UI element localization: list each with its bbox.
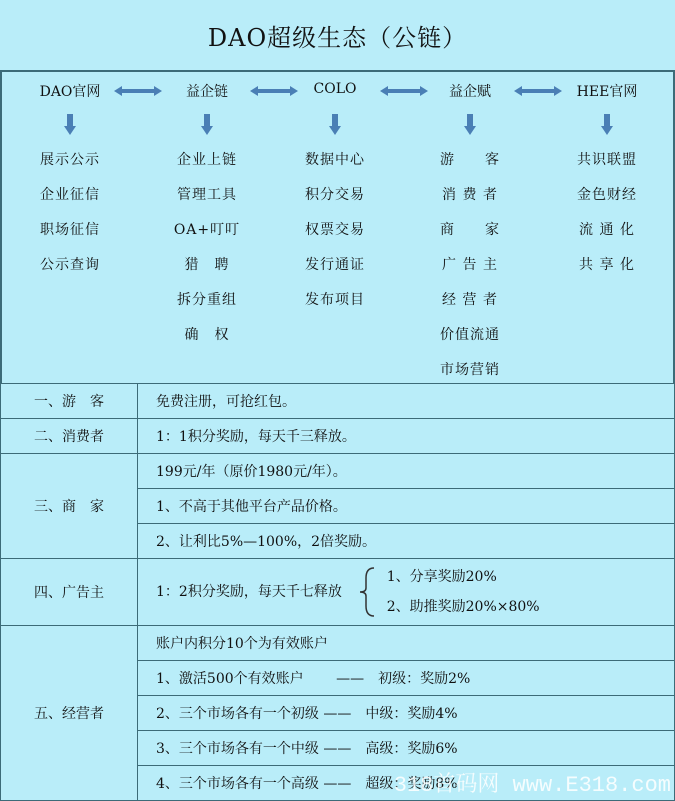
role-table	[0, 383, 675, 801]
column-header: HEE官网	[576, 84, 638, 100]
row-text: 2、三个市场各有一个初级 —— 中级：奖励4%	[138, 696, 675, 731]
advertiser-cell	[138, 559, 675, 626]
column-item: 广 告 主	[442, 257, 498, 273]
table-row	[1, 626, 675, 661]
column-4	[542, 72, 672, 385]
column-item: 职场征信	[40, 222, 100, 238]
column-item: 管理工具	[177, 187, 237, 203]
column-item: 公示查询	[40, 257, 100, 273]
row-text: 2、让利比5%—100%，2倍奖励。	[138, 524, 675, 559]
column-item: 价值流通	[440, 327, 500, 343]
arrow-down-icon	[329, 114, 341, 136]
column-item: OA+叮叮	[173, 222, 241, 238]
table-row	[1, 384, 675, 419]
column-header: 益企赋	[449, 84, 491, 100]
brace-icon	[354, 564, 382, 620]
column-item: 市场营销	[440, 362, 500, 378]
row-text: 4、三个市场各有一个高级 —— 超级：奖励8%	[138, 766, 675, 801]
row-text: 1：2积分奖励，每天千七释放	[156, 584, 342, 600]
column-item: 金色财经	[577, 187, 637, 203]
advertiser-sub: 1、分享奖励20%	[386, 569, 497, 585]
row-label: 四、广告主	[1, 559, 138, 626]
column-header: 益企链	[186, 84, 228, 100]
advertiser-subs	[387, 562, 540, 622]
table-row	[1, 419, 675, 454]
row-label: 三、商 家	[1, 454, 138, 559]
column-item: 数据中心	[305, 152, 365, 168]
row-text: 1：1积分奖励，每天千三释放。	[138, 419, 675, 454]
column-header: COLO	[313, 81, 357, 97]
arrow-down-icon	[64, 114, 76, 136]
column-item: 共 享 化	[579, 257, 635, 273]
column-item: 消 费 者	[442, 187, 498, 203]
arrow-down-icon	[464, 114, 476, 136]
double-arrow-icon	[380, 86, 428, 96]
double-arrow-icon	[250, 86, 298, 96]
column-item: 经 营 者	[442, 292, 498, 308]
table-row	[1, 559, 675, 626]
arrow-down-icon	[601, 114, 613, 136]
column-3	[405, 72, 535, 385]
row-label: 一、游 客	[1, 384, 138, 419]
watermark: 318首码网 www.E318.com	[393, 773, 671, 798]
column-item: 拆分重组	[177, 292, 237, 308]
column-item: 企业上链	[177, 152, 237, 168]
column-item: 流 通 化	[579, 222, 635, 238]
column-item: 企业征信	[40, 187, 100, 203]
arrow-down-icon	[201, 114, 213, 136]
column-2	[270, 72, 400, 385]
double-arrow-icon	[114, 86, 162, 96]
row-text: 1、不高于其他平台产品价格。	[138, 489, 675, 524]
column-1	[142, 72, 272, 385]
column-item: 商 家	[440, 222, 500, 238]
row-text: 199元/年（原价1980元/年）。	[138, 454, 675, 489]
row-text: 1、激活500个有效账户 —— 初级：奖励2%	[138, 661, 675, 696]
row-text: 3、三个市场各有一个中级 —— 高级：奖励6%	[138, 731, 675, 766]
column-header: DAO官网	[39, 84, 101, 100]
advertiser-sub: 2、助推奖励20%×80%	[386, 599, 540, 615]
ecosystem-diagram	[0, 70, 675, 383]
row-label: 五、经营者	[1, 626, 138, 801]
column-item: 权票交易	[305, 222, 365, 238]
column-0	[5, 72, 135, 385]
double-arrow-icon	[514, 86, 562, 96]
row-label: 二、消费者	[1, 419, 138, 454]
row-text: 免费注册，可抢红包。	[138, 384, 675, 419]
column-item: 猎 聘	[184, 257, 230, 273]
column-item: 游 客	[440, 152, 500, 168]
table-row	[1, 454, 675, 489]
row-text: 账户内积分10个为有效账户	[138, 626, 675, 661]
column-item: 共识联盟	[577, 152, 637, 168]
page-title: DAO超级生态（公链）	[207, 23, 468, 52]
column-item: 发布项目	[305, 292, 365, 308]
column-item: 积分交易	[305, 187, 365, 203]
column-item: 确 权	[184, 327, 230, 343]
column-item: 展示公示	[40, 152, 100, 168]
column-item: 发行通证	[305, 257, 365, 273]
